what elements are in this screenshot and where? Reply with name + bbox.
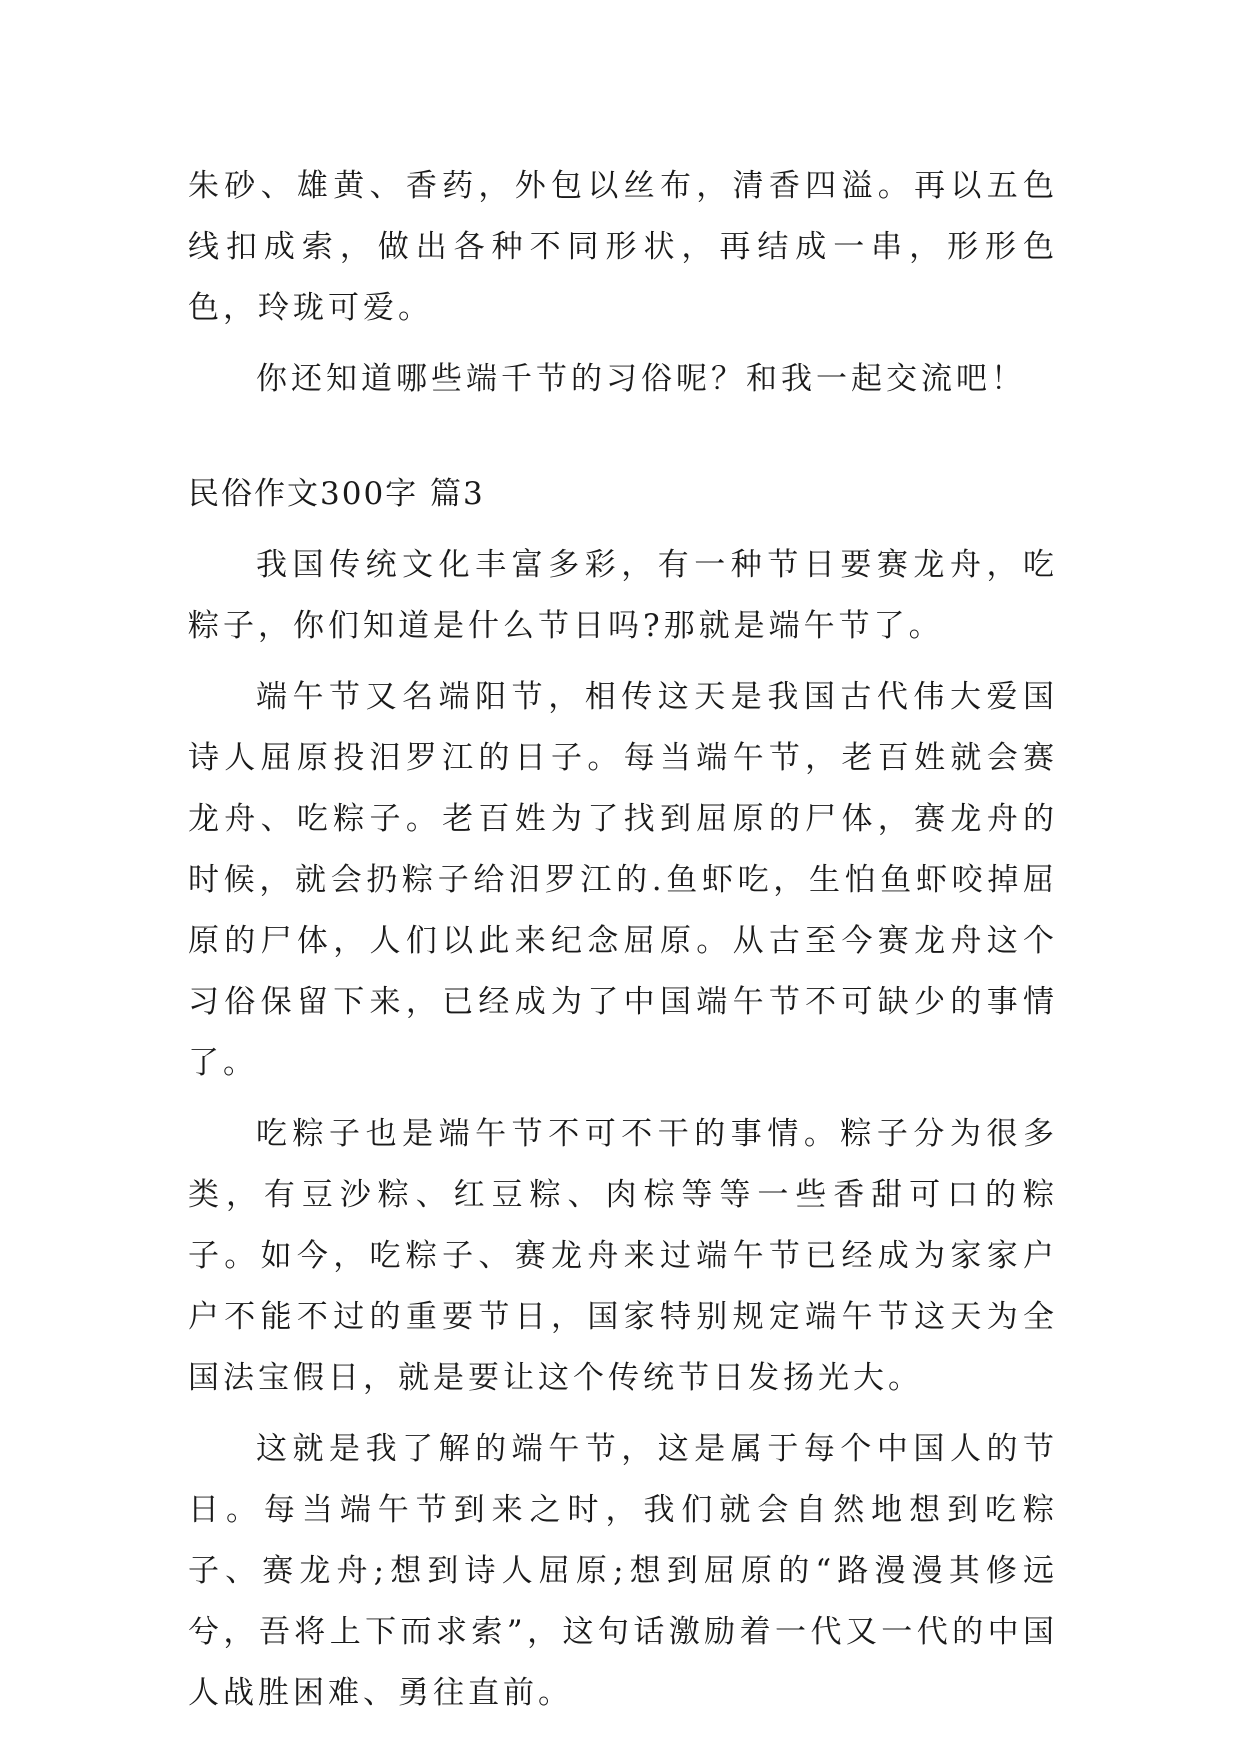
intro-continuation-paragraph: 朱砂、雄黄、香药，外包以丝布，清香四溢。再以五色线扣成索，做出各种不同形状，再结成一串，形形色色，玲珑可爱。: [188, 168, 1058, 326]
body-paragraph-2: 端午节又名端阳节，相传这天是我国古代伟大爱国诗人屈原投汨罗江的日子。每当端午节，老百姓就会赛龙舟、吃粽子。老百姓为了找到屈原的尸体，赛龙舟的时候，就会扔粽子给汨罗江的.鱼虾吃，生怕鱼虾咬掉屈原的尸体，人们以此来纪念屈原。从古至今赛龙舟这个习俗保留下来，已经成为了中国端午节不可缺少的事情了。: [188, 679, 1058, 1081]
document-body: [188, 156, 1058, 1734]
body-paragraph-3: 吃粽子也是端午节不可不干的事情。粽子分为很多类，有豆沙粽、红豆粽、肉棕等等一些香甜可口的粽子。如今，吃粽子、赛龙舟来过端午节已经成为家家户户不能不过的重要节日，国家特别规定端午节这天为全国法宝假日，就是要让这个传统节日发扬光大。: [188, 1116, 1058, 1396]
intro-closing-paragraph: 你还知道哪些端千节的习俗呢？和我一起交流吧！: [256, 361, 1026, 397]
body-paragraph-1: 我国传统文化丰富多彩，有一种节日要赛龙舟，吃粽子，你们知道是什么节日吗?那就是端午节了。: [188, 547, 1058, 644]
body-paragraph-4: 这就是我了解的端午节，这是属于每个中国人的节日。每当端午节到来之时，我们就会自然地想到吃粽子、赛龙舟;想到诗人屈原;想到屈原的“路漫漫其修远兮，吾将上下而求索”，这句话激励着一代又一代的中国人战胜困难、勇往直前。: [188, 1431, 1058, 1711]
section-title: 民俗作文300字 篇3: [188, 476, 485, 512]
